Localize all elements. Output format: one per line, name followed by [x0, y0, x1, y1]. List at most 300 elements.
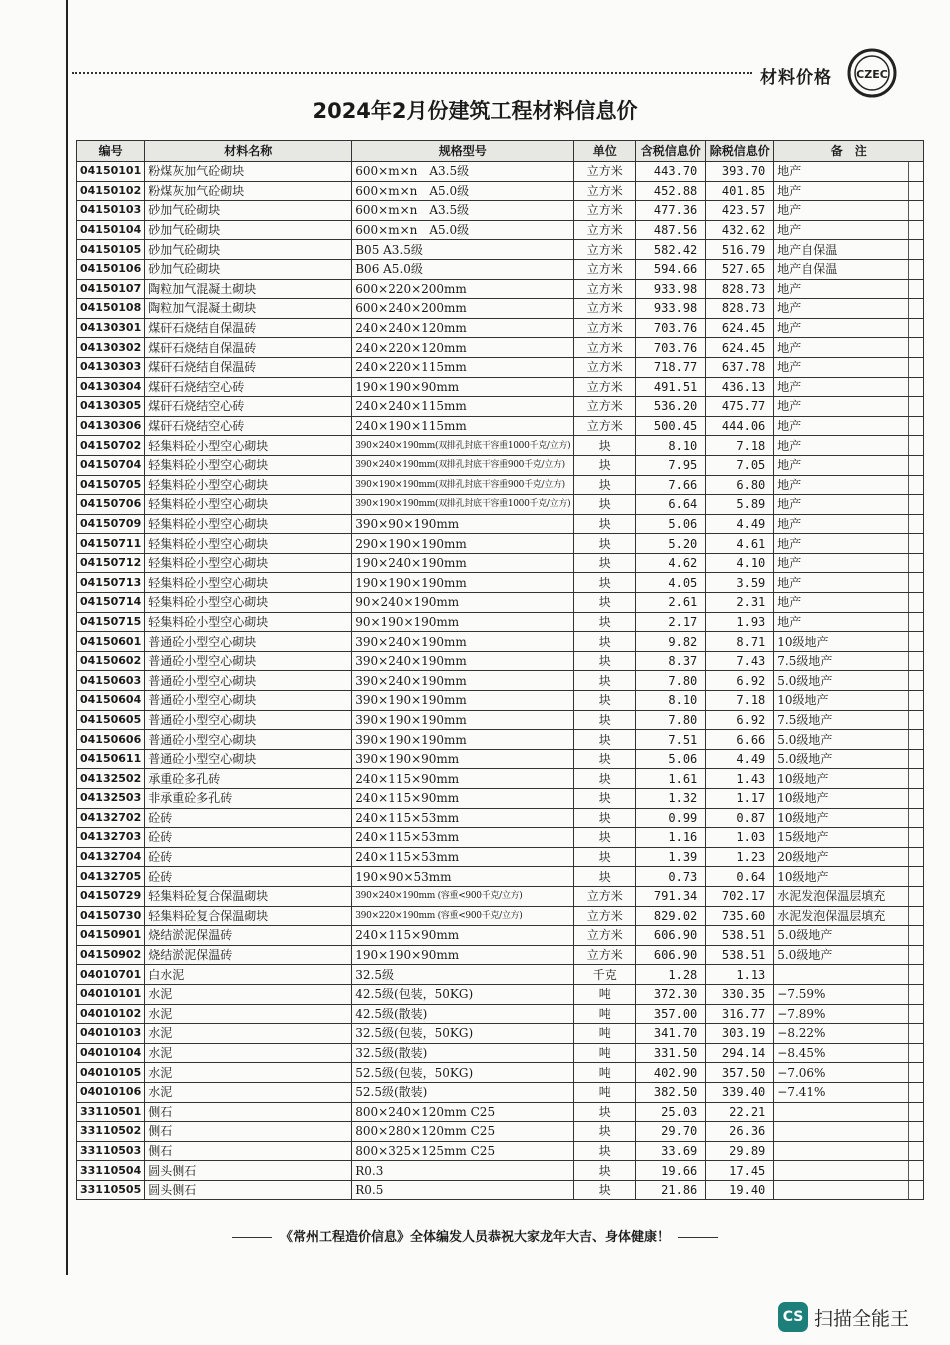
item-code: 04150704 [77, 455, 145, 475]
unit: 块 [574, 1161, 636, 1181]
unit: 立方米 [574, 299, 636, 319]
item-code: 04150102 [77, 181, 145, 201]
unit: 立方米 [574, 886, 636, 906]
table-row [77, 220, 924, 240]
material-name: 侧石 [145, 1102, 352, 1122]
specification: 190×90×53mm [352, 867, 574, 887]
price-with-tax: 33.69 [636, 1141, 706, 1161]
unit: 吨 [574, 984, 636, 1004]
price-without-tax: 22.21 [706, 1102, 774, 1122]
material-name: 轻集料砼小型空心砌块 [145, 612, 352, 632]
column-header: 规格型号 [352, 141, 574, 162]
remark [774, 1122, 924, 1142]
price-with-tax: 9.82 [636, 632, 706, 652]
material-name: 煤矸石烧结自保温砖 [145, 338, 352, 358]
item-code: 04150103 [77, 201, 145, 221]
price-table [76, 140, 924, 1200]
price-without-tax: 26.36 [706, 1122, 774, 1142]
specification: 90×240×190mm [352, 593, 574, 613]
material-name: 轻集料砼小型空心砌块 [145, 495, 352, 515]
price-without-tax: 828.73 [706, 299, 774, 319]
price-without-tax: 624.45 [706, 338, 774, 358]
unit: 块 [574, 495, 636, 515]
material-name: 侧石 [145, 1141, 352, 1161]
remark: −7.59% [774, 984, 924, 1004]
remark: 地产 [774, 318, 924, 338]
unit: 块 [574, 651, 636, 671]
unit: 立方米 [574, 259, 636, 279]
table-row [77, 651, 924, 671]
price-with-tax: 4.05 [636, 573, 706, 593]
remark: −7.06% [774, 1063, 924, 1083]
material-name: 砂加气砼砌块 [145, 259, 352, 279]
price-without-tax: 316.77 [706, 1004, 774, 1024]
price-without-tax: 423.57 [706, 201, 774, 221]
table-row [77, 455, 924, 475]
remark: 5.0级地产 [774, 730, 924, 750]
price-without-tax: 6.80 [706, 475, 774, 495]
material-name: 普通砼小型空心砌块 [145, 710, 352, 730]
remark: 10级地产 [774, 789, 924, 809]
material-name: 普通砼小型空心砌块 [145, 651, 352, 671]
remark: 水泥发泡保温层填充 [774, 906, 924, 926]
specification: 390×190×190mm [352, 730, 574, 750]
item-code: 04010102 [77, 1004, 145, 1024]
table-row [77, 279, 924, 299]
table-row [77, 1082, 924, 1102]
specification: 32.5级(包装，50KG) [352, 1024, 574, 1044]
material-name: 砂加气砼砌块 [145, 240, 352, 260]
specification: 42.5级(包装，50KG) [352, 984, 574, 1004]
price-with-tax: 331.50 [636, 1043, 706, 1063]
specification: 800×240×120mm C25 [352, 1102, 574, 1122]
remark: 地产 [774, 514, 924, 534]
item-code: 04132702 [77, 808, 145, 828]
item-code: 04150712 [77, 553, 145, 573]
material-name: 圆头侧石 [145, 1180, 352, 1200]
price-without-tax: 2.31 [706, 593, 774, 613]
watermark-text: 扫描全能王 [814, 1307, 910, 1330]
table-row [77, 553, 924, 573]
price-with-tax: 25.03 [636, 1102, 706, 1122]
price-without-tax: 828.73 [706, 279, 774, 299]
item-code: 04010106 [77, 1082, 145, 1102]
price-without-tax: 432.62 [706, 220, 774, 240]
unit: 块 [574, 749, 636, 769]
column-header: 材料名称 [145, 141, 352, 162]
remark: 地产 [774, 338, 924, 358]
remark: 地产 [774, 495, 924, 515]
item-code: 04130304 [77, 377, 145, 397]
specification: 190×240×190mm [352, 553, 574, 573]
specification: 240×115×53mm [352, 847, 574, 867]
unit: 立方米 [574, 338, 636, 358]
price-without-tax: 17.45 [706, 1161, 774, 1181]
material-name: 粉煤灰加气砼砌块 [145, 181, 352, 201]
remark: 地产 [774, 593, 924, 613]
unit: 块 [574, 455, 636, 475]
table-row [77, 534, 924, 554]
specification: 800×325×125mm C25 [352, 1141, 574, 1161]
specification: 240×115×90mm [352, 769, 574, 789]
unit: 块 [574, 1180, 636, 1200]
remark: 7.5级地产 [774, 710, 924, 730]
specification: 390×240×190mm (容重<900千克/立方) [352, 886, 574, 906]
price-without-tax: 401.85 [706, 181, 774, 201]
table-row [77, 357, 924, 377]
table-row [77, 945, 924, 965]
unit: 块 [574, 475, 636, 495]
item-code: 04132503 [77, 789, 145, 809]
specification: 52.5级(散装) [352, 1082, 574, 1102]
item-code: 04010104 [77, 1043, 145, 1063]
price-with-tax: 452.88 [636, 181, 706, 201]
page-title: 2024年2月份建筑工程材料信息价 [312, 99, 638, 123]
section-label: 材料价格 [760, 68, 832, 88]
item-code: 04150603 [77, 671, 145, 691]
remark: 地产 [774, 279, 924, 299]
material-name: 砼砖 [145, 808, 352, 828]
material-name: 水泥 [145, 1004, 352, 1024]
specification: 52.5级(包装，50KG) [352, 1063, 574, 1083]
price-without-tax: 1.93 [706, 612, 774, 632]
price-with-tax: 4.62 [636, 553, 706, 573]
table-row [77, 181, 924, 201]
remark: 地产 [774, 220, 924, 240]
table-row [77, 789, 924, 809]
price-with-tax: 6.64 [636, 495, 706, 515]
item-code: 04150902 [77, 945, 145, 965]
price-with-tax: 606.90 [636, 945, 706, 965]
item-code: 04150730 [77, 906, 145, 926]
material-name: 轻集料砼小型空心砌块 [145, 593, 352, 613]
table-row [77, 259, 924, 279]
table-row [77, 632, 924, 652]
price-with-tax: 1.32 [636, 789, 706, 809]
material-name: 砼砖 [145, 828, 352, 848]
table-header-row [77, 141, 924, 162]
page-binding-edge [66, 0, 68, 1275]
specification: 42.5级(散装) [352, 1004, 574, 1024]
item-code: 04150713 [77, 573, 145, 593]
specification: 240×115×90mm [352, 926, 574, 946]
price-with-tax: 7.80 [636, 671, 706, 691]
table-row [77, 926, 924, 946]
specification: 800×280×120mm C25 [352, 1122, 574, 1142]
price-with-tax: 7.80 [636, 710, 706, 730]
price-without-tax: 436.13 [706, 377, 774, 397]
material-name: 水泥 [145, 1063, 352, 1083]
specification: 390×190×190mm(双排孔封底干容重1000千克/立方) [352, 495, 574, 515]
price-without-tax: 7.18 [706, 691, 774, 711]
specification: B05 A3.5级 [352, 240, 574, 260]
unit: 块 [574, 593, 636, 613]
material-name: 轻集料砼小型空心砌块 [145, 514, 352, 534]
item-code: 04130301 [77, 318, 145, 338]
price-without-tax: 4.61 [706, 534, 774, 554]
material-name: 水泥 [145, 984, 352, 1004]
item-code: 33110501 [77, 1102, 145, 1122]
item-code: 04132502 [77, 769, 145, 789]
table-row [77, 965, 924, 985]
remark: 地产 [774, 612, 924, 632]
material-name: 非承重砼多孔砖 [145, 789, 352, 809]
remark: 地产 [774, 377, 924, 397]
header-dotted-rule [72, 72, 752, 74]
unit: 立方米 [574, 397, 636, 417]
item-code: 04150705 [77, 475, 145, 495]
unit: 块 [574, 808, 636, 828]
table-row [77, 318, 924, 338]
item-code: 04150709 [77, 514, 145, 534]
unit: 立方米 [574, 377, 636, 397]
item-code: 04150702 [77, 436, 145, 456]
price-without-tax: 0.64 [706, 867, 774, 887]
price-without-tax: 330.35 [706, 984, 774, 1004]
item-code: 04132704 [77, 847, 145, 867]
table-row [77, 886, 924, 906]
unit: 块 [574, 867, 636, 887]
table-row [77, 749, 924, 769]
specification: 240×190×115mm [352, 416, 574, 436]
table-row [77, 299, 924, 319]
remark: 地产 [774, 416, 924, 436]
price-with-tax: 1.16 [636, 828, 706, 848]
material-name: 陶粒加气混凝土砌块 [145, 299, 352, 319]
unit: 立方米 [574, 220, 636, 240]
price-without-tax: 735.60 [706, 906, 774, 926]
specification: R0.3 [352, 1161, 574, 1181]
material-name: 轻集料砼小型空心砌块 [145, 573, 352, 593]
price-without-tax: 6.92 [706, 671, 774, 691]
unit: 立方米 [574, 181, 636, 201]
table-row [77, 514, 924, 534]
unit: 块 [574, 534, 636, 554]
material-name: 白水泥 [145, 965, 352, 985]
item-code: 33110502 [77, 1122, 145, 1142]
specification: 190×190×190mm [352, 573, 574, 593]
item-code: 04010101 [77, 984, 145, 1004]
price-without-tax: 527.65 [706, 259, 774, 279]
remark: 5.0级地产 [774, 945, 924, 965]
table-row [77, 377, 924, 397]
table-row [77, 691, 924, 711]
price-without-tax: 19.40 [706, 1180, 774, 1200]
material-name: 砼砖 [145, 867, 352, 887]
price-without-tax: 624.45 [706, 318, 774, 338]
item-code: 04150715 [77, 612, 145, 632]
material-name: 圆头侧石 [145, 1161, 352, 1181]
unit: 块 [574, 436, 636, 456]
price-with-tax: 491.51 [636, 377, 706, 397]
table-row [77, 1063, 924, 1083]
material-name: 水泥 [145, 1043, 352, 1063]
specification: 390×240×190mm(双排孔封底干容重1000千克/立方) [352, 436, 574, 456]
remark: 地产自保温 [774, 259, 924, 279]
unit: 立方米 [574, 279, 636, 299]
unit: 块 [574, 789, 636, 809]
table-row [77, 593, 924, 613]
price-without-tax: 4.10 [706, 553, 774, 573]
price-with-tax: 372.30 [636, 984, 706, 1004]
item-code: 04150602 [77, 651, 145, 671]
price-with-tax: 500.45 [636, 416, 706, 436]
remark: 地产 [774, 357, 924, 377]
price-with-tax: 7.95 [636, 455, 706, 475]
table-row [77, 808, 924, 828]
unit: 吨 [574, 1043, 636, 1063]
price-without-tax: 3.59 [706, 573, 774, 593]
price-with-tax: 829.02 [636, 906, 706, 926]
price-with-tax: 582.42 [636, 240, 706, 260]
remark [774, 1161, 924, 1181]
table-row [77, 1024, 924, 1044]
specification: 600×m×n A5.0级 [352, 181, 574, 201]
material-name: 轻集料砼小型空心砌块 [145, 475, 352, 495]
specification: 390×220×190mm (容重<900千克/立方) [352, 906, 574, 926]
unit: 立方米 [574, 945, 636, 965]
unit: 块 [574, 730, 636, 750]
material-name: 粉煤灰加气砼砌块 [145, 162, 352, 182]
unit: 吨 [574, 1004, 636, 1024]
price-with-tax: 5.06 [636, 749, 706, 769]
table-row [77, 769, 924, 789]
material-name: 普通砼小型空心砌块 [145, 632, 352, 652]
item-code: 04150711 [77, 534, 145, 554]
price-without-tax: 7.05 [706, 455, 774, 475]
remark: 10级地产 [774, 808, 924, 828]
specification: 32.5级(散装) [352, 1043, 574, 1063]
unit: 块 [574, 632, 636, 652]
material-name: 烧结淤泥保温砖 [145, 945, 352, 965]
price-without-tax: 4.49 [706, 749, 774, 769]
remark: 地产 [774, 436, 924, 456]
price-with-tax: 19.66 [636, 1161, 706, 1181]
price-with-tax: 606.90 [636, 926, 706, 946]
item-code: 04130306 [77, 416, 145, 436]
unit: 立方米 [574, 240, 636, 260]
unit: 块 [574, 769, 636, 789]
price-without-tax: 7.18 [706, 436, 774, 456]
item-code: 04150605 [77, 710, 145, 730]
table-row [77, 495, 924, 515]
remark: −7.41% [774, 1082, 924, 1102]
specification: 390×90×190mm [352, 514, 574, 534]
item-code: 04150604 [77, 691, 145, 711]
price-without-tax: 5.89 [706, 495, 774, 515]
table-row [77, 730, 924, 750]
table-row [77, 436, 924, 456]
price-with-tax: 341.70 [636, 1024, 706, 1044]
table-row [77, 201, 924, 221]
item-code: 04150611 [77, 749, 145, 769]
specification: 240×115×90mm [352, 789, 574, 809]
remark: 地产 [774, 299, 924, 319]
price-with-tax: 21.86 [636, 1180, 706, 1200]
czec-logo-icon [847, 48, 897, 98]
price-with-tax: 1.39 [636, 847, 706, 867]
material-name: 陶粒加气混凝土砌块 [145, 279, 352, 299]
specification: B06 A5.0级 [352, 259, 574, 279]
specification: 600×m×n A5.0级 [352, 220, 574, 240]
price-with-tax: 8.10 [636, 436, 706, 456]
price-without-tax: 6.66 [706, 730, 774, 750]
item-code: 04150108 [77, 299, 145, 319]
item-code: 04150729 [77, 886, 145, 906]
table-row [77, 1004, 924, 1024]
remark: 20级地产 [774, 847, 924, 867]
price-without-tax: 538.51 [706, 926, 774, 946]
material-name: 水泥 [145, 1082, 352, 1102]
item-code: 04010105 [77, 1063, 145, 1083]
price-with-tax: 536.20 [636, 397, 706, 417]
table-row [77, 1180, 924, 1200]
table-row [77, 828, 924, 848]
unit: 块 [574, 710, 636, 730]
unit: 立方米 [574, 201, 636, 221]
table-row [77, 397, 924, 417]
material-name: 烧结淤泥保温砖 [145, 926, 352, 946]
specification: 390×190×190mm [352, 691, 574, 711]
remark: −8.22% [774, 1024, 924, 1044]
item-code: 04150106 [77, 259, 145, 279]
remark: 15级地产 [774, 828, 924, 848]
remark: −7.89% [774, 1004, 924, 1024]
price-without-tax: 339.40 [706, 1082, 774, 1102]
unit: 立方米 [574, 318, 636, 338]
price-without-tax: 1.03 [706, 828, 774, 848]
table-row [77, 475, 924, 495]
table-row [77, 338, 924, 358]
table-row [77, 710, 924, 730]
item-code: 04150107 [77, 279, 145, 299]
remark: 10级地产 [774, 691, 924, 711]
material-name: 砼砖 [145, 847, 352, 867]
price-with-tax: 1.61 [636, 769, 706, 789]
price-with-tax: 703.76 [636, 318, 706, 338]
specification: 240×115×53mm [352, 808, 574, 828]
remark: 地产 [774, 455, 924, 475]
specification: R0.5 [352, 1180, 574, 1200]
item-code: 04150105 [77, 240, 145, 260]
specification: 390×190×190mm(双排孔封底干容重900千克/立方) [352, 475, 574, 495]
remark: 5.0级地产 [774, 749, 924, 769]
price-with-tax: 5.20 [636, 534, 706, 554]
price-without-tax: 294.14 [706, 1043, 774, 1063]
unit: 块 [574, 612, 636, 632]
price-without-tax: 357.50 [706, 1063, 774, 1083]
footer-dash-right [678, 1237, 718, 1238]
item-code: 04150706 [77, 495, 145, 515]
item-code: 04010103 [77, 1024, 145, 1044]
material-name: 轻集料砼小型空心砌块 [145, 436, 352, 456]
material-name: 轻集料砼复合保温砌块 [145, 886, 352, 906]
item-code: 04150714 [77, 593, 145, 613]
price-without-tax: 475.77 [706, 397, 774, 417]
remark [774, 965, 924, 985]
item-code: 04010701 [77, 965, 145, 985]
price-with-tax: 29.70 [636, 1122, 706, 1142]
specification: 240×220×115mm [352, 357, 574, 377]
specification: 190×190×90mm [352, 945, 574, 965]
remark [774, 1180, 924, 1200]
table-row [77, 867, 924, 887]
price-with-tax: 477.36 [636, 201, 706, 221]
price-without-tax: 0.87 [706, 808, 774, 828]
remark: 地产自保温 [774, 240, 924, 260]
material-name: 煤矸石烧结空心砖 [145, 377, 352, 397]
unit: 吨 [574, 1082, 636, 1102]
